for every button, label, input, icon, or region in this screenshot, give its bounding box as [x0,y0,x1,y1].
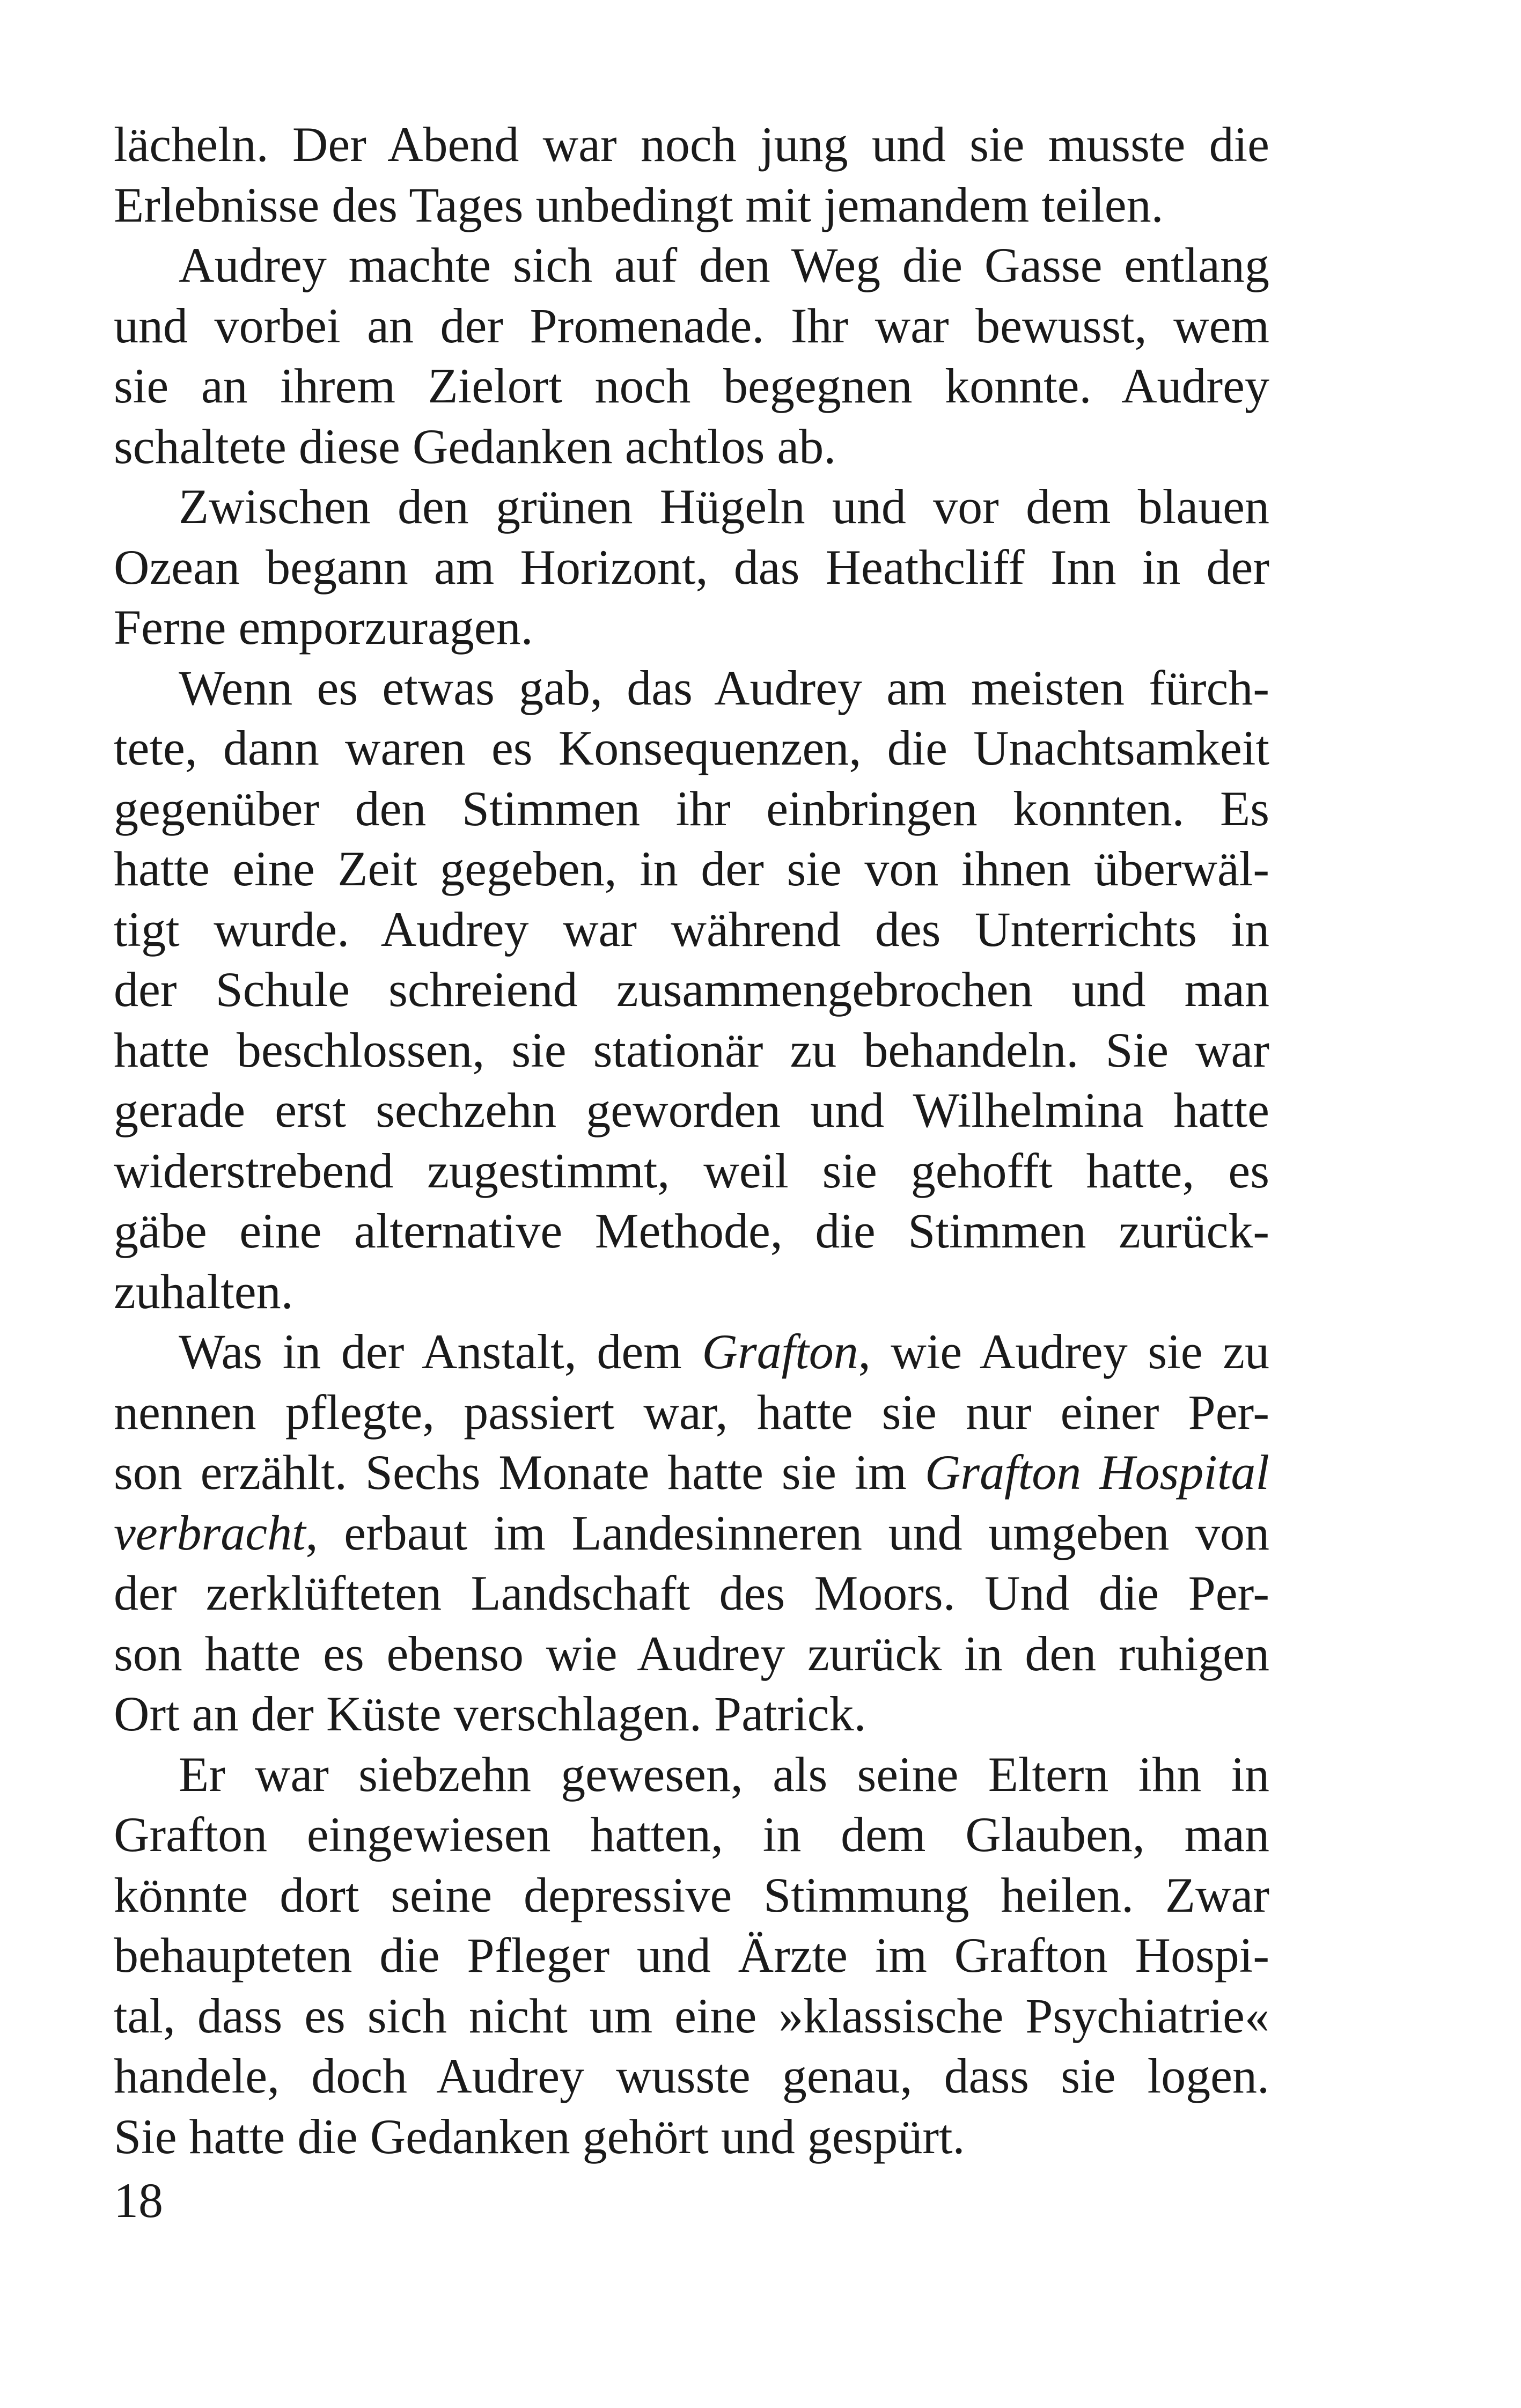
text-line [114,2046,1269,2106]
text-line [114,1744,1269,1805]
paragraph [114,1744,1269,2167]
text-segment: handele, doch Audrey wusste genau, dass sie logen. [114,2049,1269,2103]
page-number: 18 [114,2173,163,2228]
text-line [114,718,1269,779]
text-segment: der zerklüfteten Landschaft des Moors. Und die Per- [114,1566,1269,1620]
text-segment: Er war siebzehn gewesen, als seine Eltern ihn in [179,1746,1269,1802]
text-line [114,1442,1269,1503]
text-line [114,1261,1269,1322]
text-line [114,1080,1269,1141]
text-segment: Sie hatte die Gedanken gehört und gespürt. [114,2109,965,2164]
text-segment: gegenüber den Stimmen ihr einbringen konnten. Es [114,781,1269,836]
text-segment: behaupteten die Pfleger und Ärzte im Grafton Hospi- [114,1928,1269,1983]
text-line [114,1624,1269,1684]
italic-text-segment: verbracht [114,1505,306,1560]
text-line [114,2106,1269,2167]
text-line [114,296,1269,356]
paragraph [114,658,1269,1322]
text-line [114,1865,1269,1926]
paragraph [114,1322,1269,1744]
text-segment: tigt wurde. Audrey war während des Unterrichts in [114,901,1269,957]
text-segment: tal, dass es sich nicht um eine »klassische Psychiatrie« [114,1988,1269,2043]
text-segment: Audrey machte sich auf den Weg die Gasse entlang [179,238,1269,292]
italic-text-segment: Grafton [702,1324,858,1379]
text-segment: Was in der Anstalt, dem [179,1324,702,1379]
text-segment: könnte dort seine depressive Stimmung heilen. Zwar [114,1867,1269,1922]
text-line [114,1322,1269,1382]
text-segment: der Schule schreiend zusammengebrochen und man [114,962,1269,1017]
text-line [114,779,1269,839]
text-line [114,597,1269,658]
text-segment: hatte eine Zeit gegeben, in der sie von ihnen überwäl- [114,841,1269,896]
text-line [114,1563,1269,1624]
text-segment: Ort an der Küste verschlagen. Patrick. [114,1686,866,1741]
text-segment: , wie Audrey sie zu [858,1324,1269,1379]
text-segment: son hatte es ebenso wie Audrey zurück in den ruhigen [114,1626,1269,1681]
text-line [114,1986,1269,2046]
text-line [114,235,1269,296]
text-line [114,959,1269,1020]
text-line [114,1382,1269,1443]
text-line [114,476,1269,537]
text-line [114,1684,1269,1744]
text-segment: lächeln. Der Abend war noch jung und sie musste die [114,117,1269,172]
text-segment: nennen pflegte, passiert war, hatte sie nur einer Per- [114,1384,1269,1440]
text-line [114,1141,1269,1201]
text-segment: gäbe eine alternative Methode, die Stimmen zurück- [114,1203,1269,1258]
text-line [114,175,1269,236]
text-segment: Ozean begann am Horizont, das Heathcliff Inn in der [114,539,1269,594]
italic-text-segment: Grafton Hospital [924,1445,1269,1500]
text-segment: Ferne emporzuragen. [114,600,533,655]
text-line [114,356,1269,416]
text-line [114,1020,1269,1081]
text-line [114,1201,1269,1261]
text-line [114,1804,1269,1865]
text-segment: und vorbei an der Promenade. Ihr war bewusst, wem [114,298,1269,353]
text-line [114,1503,1269,1563]
text-segment: , erbaut im Landesinneren und umgeben von [305,1505,1269,1560]
text-segment: hatte beschlossen, sie stationär zu behandeln. Sie war [114,1022,1269,1077]
text-segment: widerstrebend zugestimmt, weil sie gehofft hatte, es [114,1143,1269,1198]
text-segment: Zwischen den grünen Hügeln und vor dem blauen [179,479,1269,534]
text-line [114,658,1269,718]
body-text [114,114,1269,2167]
text-segment: schaltete diese Gedanken achtlos ab. [114,419,836,474]
text-segment: Wenn es etwas gab, das Audrey am meisten fürch- [179,660,1269,715]
text-segment: zuhalten. [114,1264,293,1319]
text-segment: tete, dann waren es Konsequenzen, die Unachtsamkeit [114,721,1269,775]
text-segment: gerade erst sechzehn geworden und Wilhelmina hatte [114,1083,1269,1137]
paragraph [114,235,1269,476]
text-line [114,114,1269,175]
text-segment: sie an ihrem Zielort noch begegnen konnte. Audrey [114,358,1269,413]
text-line [114,537,1269,598]
paragraph [114,476,1269,658]
text-segment: Grafton eingewiesen hatten, in dem Glauben, man [114,1807,1269,1862]
text-line [114,839,1269,899]
text-segment: Erlebnisse des Tages unbedingt mit jemandem teilen. [114,177,1164,232]
text-line [114,1925,1269,1986]
text-segment: son erzählt. Sechs Monate hatte sie im [114,1445,925,1500]
paragraph [114,114,1269,235]
text-line [114,899,1269,960]
text-line [114,416,1269,477]
